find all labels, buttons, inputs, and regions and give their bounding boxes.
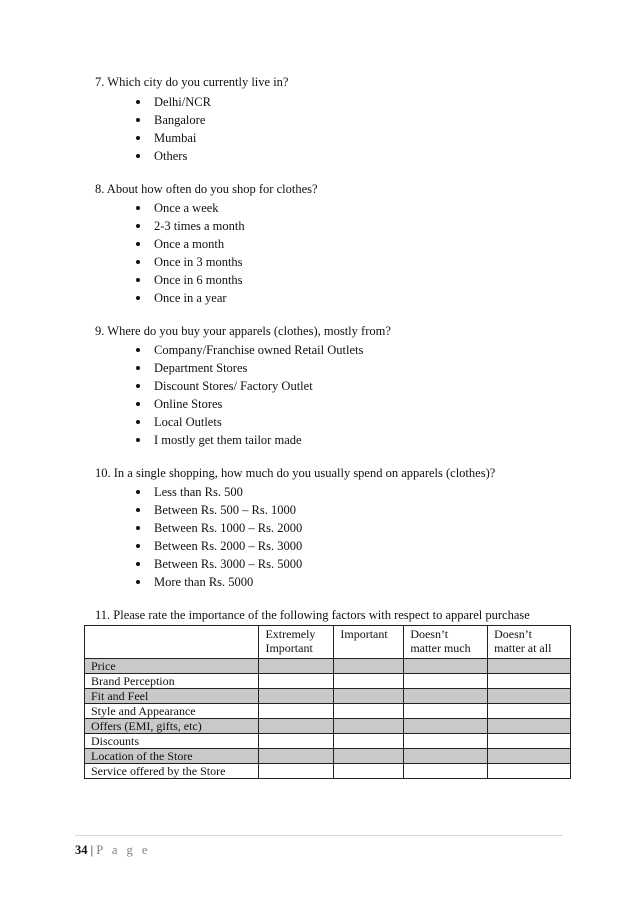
rating-cell[interactable] bbox=[259, 689, 334, 704]
table-row bbox=[85, 764, 571, 779]
option: Bangalore bbox=[136, 111, 211, 129]
option: Mumbai bbox=[136, 129, 211, 147]
rating-cell[interactable] bbox=[259, 719, 334, 734]
option: Online Stores bbox=[136, 395, 363, 413]
rating-cell[interactable] bbox=[488, 734, 571, 749]
rating-cell[interactable] bbox=[259, 749, 334, 764]
question-9-options bbox=[136, 341, 363, 449]
factor-label: Style and Appearance bbox=[85, 704, 259, 719]
option: Once in 3 months bbox=[136, 253, 245, 271]
rating-cell[interactable] bbox=[404, 719, 488, 734]
rating-cell[interactable] bbox=[488, 704, 571, 719]
table-row bbox=[85, 704, 571, 719]
option: Once in a year bbox=[136, 289, 245, 307]
option: Department Stores bbox=[136, 359, 363, 377]
option: Others bbox=[136, 147, 211, 165]
rating-cell[interactable] bbox=[334, 719, 404, 734]
rating-cell[interactable] bbox=[404, 749, 488, 764]
rating-cell[interactable] bbox=[488, 764, 571, 779]
header-extremely-important: Extremely Important bbox=[259, 626, 334, 659]
option: I mostly get them tailor made bbox=[136, 431, 363, 449]
rating-cell[interactable] bbox=[259, 734, 334, 749]
factor-label: Price bbox=[85, 659, 259, 674]
rating-cell[interactable] bbox=[259, 674, 334, 689]
rating-cell[interactable] bbox=[404, 734, 488, 749]
option: Once in 6 months bbox=[136, 271, 245, 289]
rating-cell[interactable] bbox=[488, 674, 571, 689]
rating-cell[interactable] bbox=[334, 674, 404, 689]
rating-cell[interactable] bbox=[334, 659, 404, 674]
rating-cell[interactable] bbox=[404, 674, 488, 689]
table-row bbox=[85, 719, 571, 734]
rating-cell[interactable] bbox=[334, 689, 404, 704]
factor-label: Offers (EMI, gifts, etc) bbox=[85, 719, 259, 734]
rating-cell[interactable] bbox=[334, 749, 404, 764]
rating-cell[interactable] bbox=[259, 764, 334, 779]
page-label: P a g e bbox=[96, 843, 151, 857]
rating-cell[interactable] bbox=[404, 689, 488, 704]
question-7-options bbox=[136, 93, 211, 165]
factor-label: Brand Perception bbox=[85, 674, 259, 689]
rating-cell[interactable] bbox=[334, 704, 404, 719]
rating-table bbox=[84, 625, 571, 779]
rating-cell[interactable] bbox=[488, 689, 571, 704]
table-row bbox=[85, 689, 571, 704]
header-important: Important bbox=[334, 626, 404, 659]
option: Between Rs. 500 – Rs. 1000 bbox=[136, 501, 302, 519]
rating-cell[interactable] bbox=[334, 734, 404, 749]
header-cell-blank bbox=[85, 626, 259, 659]
option: Discount Stores/ Factory Outlet bbox=[136, 377, 363, 395]
question-9-text: 9. Where do you buy your apparels (clothes), mostly from? bbox=[95, 324, 391, 338]
option: Delhi/NCR bbox=[136, 93, 211, 111]
factor-label: Discounts bbox=[85, 734, 259, 749]
rating-cell[interactable] bbox=[404, 659, 488, 674]
header-doesnt-matter-at-all: Doesn’t matter at all bbox=[488, 626, 571, 659]
header-doesnt-matter-much: Doesn’t matter much bbox=[404, 626, 488, 659]
option: 2-3 times a month bbox=[136, 217, 245, 235]
rating-cell[interactable] bbox=[488, 719, 571, 734]
rating-cell[interactable] bbox=[334, 764, 404, 779]
option: Less than Rs. 500 bbox=[136, 483, 302, 501]
table-row bbox=[85, 674, 571, 689]
option: Between Rs. 3000 – Rs. 5000 bbox=[136, 555, 302, 573]
question-10-options bbox=[136, 483, 302, 591]
question-7-text: 7. Which city do you currently live in? bbox=[95, 75, 289, 89]
page-number: 34 bbox=[75, 843, 88, 857]
question-8-text: 8. About how often do you shop for clothes? bbox=[95, 182, 318, 196]
table-header-row bbox=[85, 626, 571, 659]
table-row bbox=[85, 734, 571, 749]
question-10-text: 10. In a single shopping, how much do you usually spend on apparels (clothes)? bbox=[95, 466, 496, 480]
factor-label: Service offered by the Store bbox=[85, 764, 259, 779]
page-footer bbox=[75, 843, 150, 858]
option: Local Outlets bbox=[136, 413, 363, 431]
option: Between Rs. 2000 – Rs. 3000 bbox=[136, 537, 302, 555]
rating-cell[interactable] bbox=[404, 764, 488, 779]
rating-cell[interactable] bbox=[404, 704, 488, 719]
option: More than Rs. 5000 bbox=[136, 573, 302, 591]
rating-cell[interactable] bbox=[488, 749, 571, 764]
table-row bbox=[85, 659, 571, 674]
factor-label: Fit and Feel bbox=[85, 689, 259, 704]
rating-cell[interactable] bbox=[488, 659, 571, 674]
table-row bbox=[85, 749, 571, 764]
factor-label: Location of the Store bbox=[85, 749, 259, 764]
rating-cell[interactable] bbox=[259, 659, 334, 674]
question-8-options bbox=[136, 199, 245, 307]
option: Between Rs. 1000 – Rs. 2000 bbox=[136, 519, 302, 537]
footer-divider bbox=[75, 835, 563, 836]
question-11-text: 11. Please rate the importance of the following factors with respect to apparel purchase bbox=[95, 608, 530, 622]
option: Once a month bbox=[136, 235, 245, 253]
option: Company/Franchise owned Retail Outlets bbox=[136, 341, 363, 359]
option: Once a week bbox=[136, 199, 245, 217]
footer-separator: | bbox=[90, 843, 94, 857]
rating-cell[interactable] bbox=[259, 704, 334, 719]
